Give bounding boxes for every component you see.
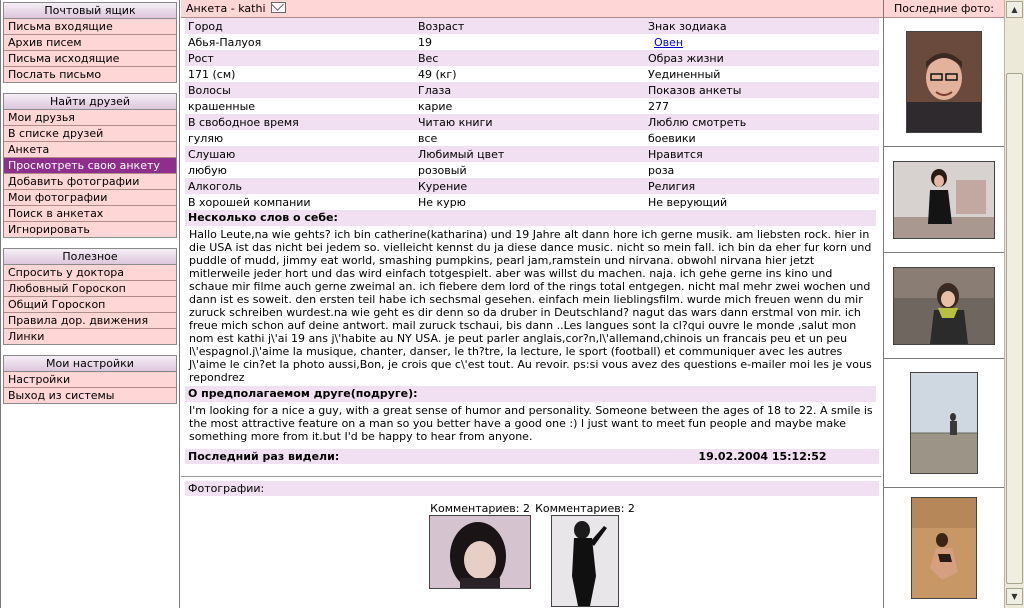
menu-item[interactable]: Анкета xyxy=(4,142,176,158)
menu-item[interactable]: Настройки xyxy=(4,372,176,388)
recent-photo-4[interactable] xyxy=(884,359,1004,488)
recent-photo-5[interactable] xyxy=(884,488,1004,608)
menu-item[interactable]: Просмотреть свою анкету xyxy=(4,158,176,174)
menu-item[interactable]: Правила дор. движения xyxy=(4,313,176,329)
field-label: Знак зодиака xyxy=(645,18,879,34)
last-seen-row xyxy=(185,449,879,464)
menu-group-title: Полезное xyxy=(4,249,176,265)
divider xyxy=(181,476,881,477)
field-label: Глаза xyxy=(415,82,645,98)
field-value: 19 xyxy=(415,34,645,50)
photo-image[interactable] xyxy=(551,515,619,607)
menu-item[interactable]: Общий Гороскоп xyxy=(4,297,176,313)
photo-thumbnails xyxy=(181,502,883,608)
field-value: 49 (кг) xyxy=(415,66,645,82)
profile-label-row xyxy=(185,82,879,98)
field-value: боевики xyxy=(645,130,879,146)
field-label: Нравится xyxy=(645,146,879,162)
field-value: роза xyxy=(645,162,879,178)
menu-item[interactable]: Игнорировать xyxy=(4,222,176,237)
profile-value-row xyxy=(185,162,879,178)
menu-group-title: Мои настройки xyxy=(4,356,176,372)
field-label: Волосы xyxy=(185,82,415,98)
profile-value-row xyxy=(185,66,879,82)
field-value: В хорошей компании xyxy=(185,194,415,210)
menu-item[interactable]: Архив писем xyxy=(4,35,176,51)
profile-label-row xyxy=(185,114,879,130)
photo-image[interactable] xyxy=(429,515,531,589)
friend-heading: О предполагаемом друге(подруге): xyxy=(185,386,876,402)
envelope-icon[interactable] xyxy=(271,2,286,13)
thumb-caption: Комментариев: 2 xyxy=(430,502,530,515)
profile-value-row xyxy=(185,98,879,114)
photo-image[interactable] xyxy=(893,267,995,345)
field-value: Не верующий xyxy=(645,194,879,210)
profile-label-row xyxy=(185,146,879,162)
menu-item[interactable]: Послать письмо xyxy=(4,67,176,82)
field-label: В свободное время xyxy=(185,114,415,130)
profile-value-row xyxy=(185,194,879,210)
field-label: Читаю книги xyxy=(415,114,645,130)
menu-group-1 xyxy=(3,93,177,238)
recent-photos-title: Последние фото: xyxy=(884,0,1004,18)
recent-photo-3[interactable] xyxy=(884,253,1004,359)
scrollbar-thumb[interactable] xyxy=(1006,73,1023,584)
field-value: розовый xyxy=(415,162,645,178)
friend-text: I'm looking for a nice a guy, with a great sense of humor and personality. Someone between the ages of 18 to 22. A smile is the most attractive feature on a man so you better have a good one :) I just want to meet fun people and maybe make something more from it.but I'd be happy to hear from anyone. xyxy=(189,404,873,443)
photo-thumb-2[interactable] xyxy=(535,502,635,608)
field-value: 171 (см) xyxy=(185,66,415,82)
photo-image[interactable] xyxy=(906,31,982,133)
about-heading: Несколько слов о себе: xyxy=(185,210,876,226)
left-menu xyxy=(0,0,180,608)
field-value xyxy=(645,34,879,50)
about-text: Hallo Leute,na wie gehts? ich bin catherine(katharina) und 19 Jahre alt dann hore ich gerne musik. am liebsten rock. hier in die USA ist das nicht bei jedem so. vielleicht kennst du ja diese dance music. nicht so mein fall. ich bin da eher fur korn und puddle of mudd, jimmy eat world, smashing pumpkins, pearl jam,ramstein und nirvana. obwohl nirvana hier jetzt mitlerweile jeder hort und das wird einfach totgespielt. aber was willst du machen. naja. ich gehe gerne ins kino und schaue mir filme auch gerne zweimal an. ich fiebere dem lord of the rings total entgegen. nicht mal mehr zwei wochen und dann ist es soweit. den ersten teil habe ich sechsmal gesehen. einfach mein lieblingsfilm. wurde mich freuen wenn du mir zuruck schreiben wurdest.na wie geht es dir denn so da druber in Deutschland? nagut das wars dann erstmal von mir. ich freue mich schon auf deine antwort. mail zuruck tschaui, bis dann ..Les langues sont la cl?qui ouvre le monde ,salut mon nom est kathi j\'ai 19 ans j\'habite au NY USA. je peut parler anglais,cor?n,l\'allemand,chinois un francais peu et un peu l\'espagnol.j\'aime la musique, chanter, danser, le th?tre, la lecture, le sport (football) et communiquer avec les autres J\'aime le cin?et la photo aussi,Bon, je crois que c\'est tout. Au revoir. ps:si vous avez des questions e-mailer moi les je vous repondrez xyxy=(189,228,872,384)
field-value: Уединенный xyxy=(645,66,879,82)
profile-panel xyxy=(181,0,884,608)
menu-item[interactable]: Поиск в анкетах xyxy=(4,206,176,222)
profile-table xyxy=(185,18,879,210)
field-label: Слушаю xyxy=(185,146,415,162)
menu-item[interactable]: Мои друзья xyxy=(4,110,176,126)
recent-photo-1[interactable] xyxy=(884,18,1004,147)
menu-group-title: Найти друзей xyxy=(4,94,176,110)
field-label: Город xyxy=(185,18,415,34)
thumb-caption: Комментариев: 2 xyxy=(535,502,635,515)
menu-item[interactable]: В списке друзей xyxy=(4,126,176,142)
photo-image[interactable] xyxy=(910,372,978,474)
scroll-up-icon[interactable]: ▲ xyxy=(1006,1,1023,18)
vertical-scrollbar[interactable] xyxy=(1004,0,1024,608)
page-title: Анкета - kathi xyxy=(186,2,266,15)
recent-photo-2[interactable] xyxy=(884,147,1004,253)
menu-group-2 xyxy=(3,248,177,345)
field-label: Религия xyxy=(645,178,879,194)
menu-item[interactable]: Выход из системы xyxy=(4,388,176,403)
recent-photos-panel xyxy=(884,0,1004,608)
menu-item[interactable]: Линки xyxy=(4,329,176,344)
photos-heading: Фотографии: xyxy=(185,481,879,496)
menu-item[interactable]: Письма входящие xyxy=(4,19,176,35)
profile-title-bar xyxy=(181,0,883,18)
field-value: Абья-Палуоя xyxy=(185,34,415,50)
profile-value-row xyxy=(185,130,879,146)
menu-item[interactable]: Спросить у доктора xyxy=(4,265,176,281)
menu-item[interactable]: Добавить фотографии xyxy=(4,174,176,190)
field-value: все xyxy=(415,130,645,146)
profile-value-row xyxy=(185,34,879,50)
photo-image[interactable] xyxy=(893,161,995,239)
field-label: Показов анкеты xyxy=(645,82,879,98)
field-value: карие xyxy=(415,98,645,114)
field-value: Не курю xyxy=(415,194,645,210)
field-label: Люблю смотреть xyxy=(645,114,879,130)
field-label: Образ жизни xyxy=(645,50,879,66)
field-label: Рост xyxy=(185,50,415,66)
menu-item[interactable]: Любовный Гороскоп xyxy=(4,281,176,297)
field-value: крашенные xyxy=(185,98,415,114)
field-value: 277 xyxy=(645,98,879,114)
zodiac-link[interactable]: Овен xyxy=(654,35,684,49)
photo-image[interactable] xyxy=(911,497,977,599)
field-label: Любимый цвет xyxy=(415,146,645,162)
menu-item[interactable]: Мои фотографии xyxy=(4,190,176,206)
menu-group-3 xyxy=(3,355,177,404)
field-label: Возраст xyxy=(415,18,645,34)
profile-label-row xyxy=(185,18,879,34)
menu-item[interactable]: Письма исходящие xyxy=(4,51,176,67)
field-label: Курение xyxy=(415,178,645,194)
field-value: любую xyxy=(185,162,415,178)
photo-thumb-1[interactable] xyxy=(429,502,531,608)
last-seen-label: Последний раз видели: xyxy=(188,450,340,463)
menu-group-0 xyxy=(3,2,177,83)
scroll-down-icon[interactable]: ▼ xyxy=(1006,588,1023,605)
profile-label-row xyxy=(185,178,879,194)
last-seen-value: 19.02.2004 15:12:52 xyxy=(698,450,827,463)
field-label: Вес xyxy=(415,50,645,66)
profile-label-row xyxy=(185,50,879,66)
menu-group-title: Почтовый ящик xyxy=(4,3,176,19)
field-value: гуляю xyxy=(185,130,415,146)
field-label: Алкоголь xyxy=(185,178,415,194)
